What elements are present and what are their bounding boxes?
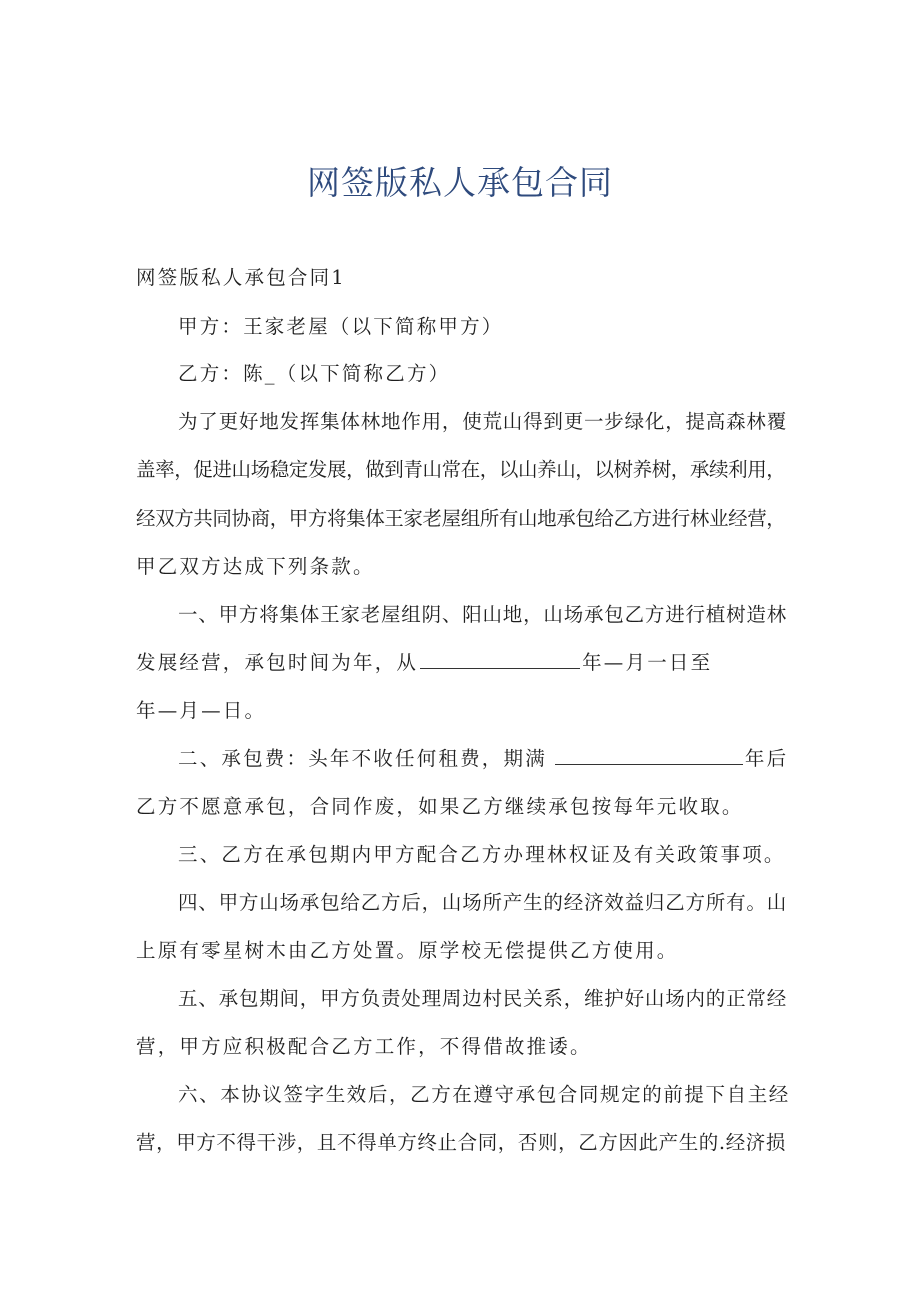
contract-heading: 网签版私人承包合同1 <box>136 266 346 289</box>
party-a-line: 甲方：王家老屋（以下简称甲方） <box>178 315 504 338</box>
document-title: 网签版私人承包合同 <box>307 163 613 202</box>
clause-5-line-1: 五、承包期间，甲方负责处理周边村民关系，维护好山场内的正常经 <box>178 987 788 1010</box>
clause-2-line-2: 乙方不愿意承包，合同作废，如果乙方继续承包按每年元收取。 <box>136 795 744 818</box>
clause-5-line-2: 营，甲方应积极配合乙方工作，不得借故推诿。 <box>136 1035 592 1058</box>
term-years-blank <box>555 744 743 765</box>
preamble-line-3: 经双方共同协商，甲方将集体王家老屋组所有山地承包给乙方进行林业经营， <box>136 507 786 530</box>
clause-4-line-2: 上原有零星树木由乙方处置。原学校无偿提供乙方使用。 <box>136 939 679 962</box>
clause-2-line-1 <box>178 743 788 775</box>
clause-1-line-2 <box>136 647 712 679</box>
clause-2-line-1-tail: 年后 <box>744 747 789 770</box>
clause-6-line-1: 六、本协议签字生效后，乙方在遵守承包合同规定的前提下自主经 <box>178 1083 790 1106</box>
clause-2-line-1-text: 二、承包费：头年不收任何租费，期满 <box>178 747 547 770</box>
clause-1-line-2-text: 发展经营，承包时间为年，从 <box>136 651 419 674</box>
start-year-blank <box>420 648 580 669</box>
clause-1-line-2-tail: 年—月一日至 <box>582 651 713 674</box>
preamble-line-2: 盖率，促进山场稳定发展，做到青山常在，以山养山，以树养树，承续利用， <box>136 458 786 481</box>
clause-1-line-3: 年—月—日。 <box>136 699 267 722</box>
clause-3-line-1: 三、乙方在承包期内甲方配合乙方办理林权证及有关政策事项。 <box>178 843 786 866</box>
clause-4-line-1: 四、甲方山场承包给乙方后，山场所产生的经济效益归乙方所有。山 <box>178 891 788 914</box>
clause-1-line-1: 一、甲方将集体王家老屋组阴、阳山地，山场承包乙方进行植树造林 <box>178 603 788 626</box>
preamble-line-1: 为了更好地发挥集体林地作用，使荒山得到更一步绿化，提高森林覆 <box>178 410 788 433</box>
party-b-line: 乙方：陈_（以下简称乙方） <box>178 362 451 385</box>
clause-6-line-2: 营，甲方不得干涉，且不得单方终止合同，否则，乙方因此产生的.经济损 <box>136 1131 786 1154</box>
preamble-line-4: 甲乙双方达成下列条款。 <box>136 555 375 578</box>
